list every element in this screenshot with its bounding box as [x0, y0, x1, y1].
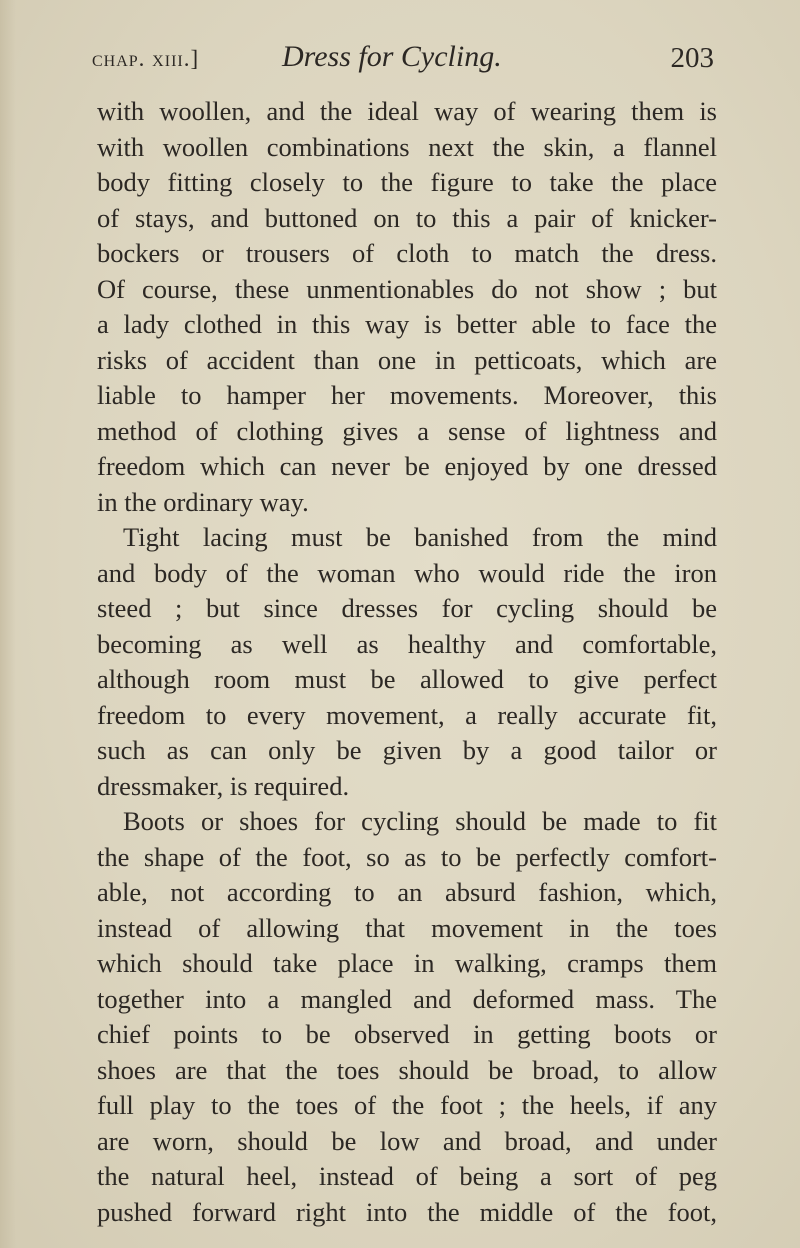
- chapter-label: chap. xiii.]: [92, 46, 200, 71]
- text-line: full play to the toes of the foot ; the heels, if any: [97, 1090, 717, 1120]
- text-line: Tight lacing must be banished from the mind: [123, 522, 717, 552]
- text-line: pushed forward right into the middle of the foot,: [97, 1196, 717, 1227]
- page-number: 203: [670, 42, 714, 74]
- text-line: which should take place in walking, cramps them: [97, 948, 717, 978]
- text-line: freedom to every movement, a really accurate fit,: [97, 699, 717, 730]
- text-line: a lady clothed in this way is better able to face the: [97, 309, 717, 339]
- running-title: Dress for Cycling.: [282, 40, 502, 73]
- text-line: becoming as well as healthy and comfortable,: [97, 628, 717, 659]
- text-line: the natural heel, instead of being a sort of peg: [97, 1161, 717, 1191]
- text-line: in the ordinary way.: [97, 486, 309, 517]
- text-line: able, not according to an absurd fashion, which,: [97, 877, 717, 907]
- text-line: body fitting closely to the figure to take the place: [97, 167, 717, 197]
- text-line: the shape of the foot, so as to be perfectly comfort-: [97, 841, 717, 872]
- text-line: instead of allowing that movement in the toes: [97, 912, 717, 943]
- text-line: chief points to be observed in getting boots or: [97, 1019, 717, 1049]
- text-line: and body of the woman who would ride the iron: [97, 557, 717, 588]
- text-line: although room must be allowed to give perfect: [97, 664, 717, 694]
- text-line: Boots or shoes for cycling should be made to fit: [123, 806, 717, 836]
- running-head: [92, 38, 714, 82]
- text-line: of stays, and buttoned on to this a pair of knicker-: [97, 202, 717, 233]
- text-line: bockers or trousers of cloth to match the dress.: [97, 238, 717, 268]
- text-line: together into a mangled and deformed mass. The: [97, 983, 717, 1014]
- text-line: Of course, these unmentionables do not show ; but: [97, 273, 717, 304]
- text-line: method of clothing gives a sense of lightness and: [97, 415, 717, 446]
- text-line: risks of accident than one in petticoats, which are: [97, 344, 717, 375]
- text-line: dressmaker, is required.: [97, 770, 350, 801]
- text-line: with woollen, and the ideal way of wearing them is: [97, 96, 717, 126]
- body-text: [97, 94, 717, 1230]
- text-line: steed ; but since dresses for cycling should be: [97, 593, 717, 623]
- text-line: such as can only be given by a good tailor or: [97, 735, 717, 765]
- text-line: liable to hamper her movements. Moreover, this: [97, 380, 717, 410]
- text-line: shoes are that the toes should be broad, to allow: [97, 1054, 717, 1085]
- text-line: are worn, should be low and broad, and under: [97, 1125, 717, 1156]
- page-gutter-shadow: [0, 0, 16, 1248]
- text-line: with woollen combinations next the skin, a flannel: [97, 131, 717, 162]
- text-line: freedom which can never be enjoyed by one dressed: [97, 451, 717, 481]
